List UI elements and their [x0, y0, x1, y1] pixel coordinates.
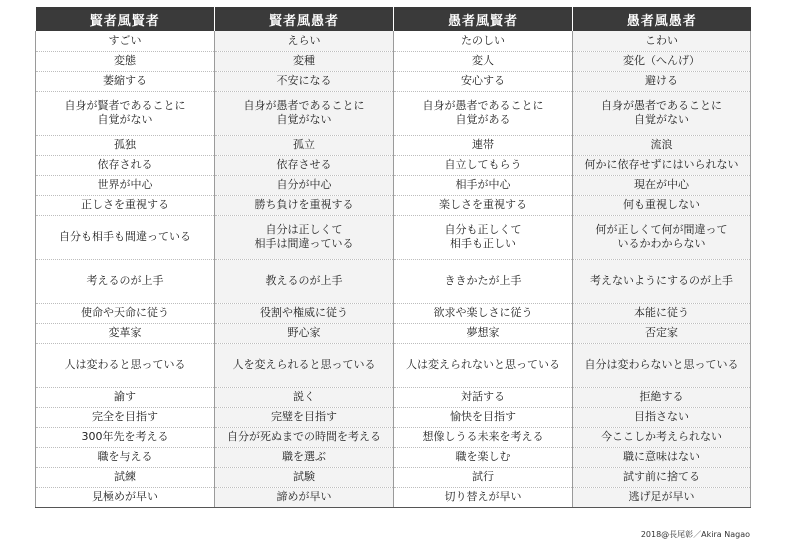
table-cell-fool-sage: ききかたが上手	[394, 259, 573, 303]
table-row	[36, 31, 751, 51]
table-cell-fool-sage: 相手が中心	[394, 175, 573, 195]
table-cell-fool-sage: 欲求や楽しさに従う	[394, 303, 573, 323]
table-cell-fool-fool: 目指さない	[573, 407, 751, 427]
table-cell-sage-sage: 使命や天命に従う	[36, 303, 215, 323]
table-cell-sage-fool: 自分が中心	[215, 175, 394, 195]
table-cell-sage-sage: 300年先を考える	[36, 427, 215, 447]
column-header-fool-sage: 愚者風賢者	[394, 7, 573, 31]
table-cell-fool-fool: 何も重視しない	[573, 195, 751, 215]
table-cell-fool-sage: 安心する	[394, 71, 573, 91]
table-cell-fool-sage: 愉快を目指す	[394, 407, 573, 427]
table-cell-fool-fool: 逃げ足が早い	[573, 487, 751, 507]
table-cell-fool-sage: 想像しうる未来を考える	[394, 427, 573, 447]
table-cell-fool-sage: 試行	[394, 467, 573, 487]
comparison-table	[35, 7, 751, 508]
table-cell-sage-fool: 勝ち負けを重視する	[215, 195, 394, 215]
table-row	[36, 343, 751, 387]
table-cell-sage-sage: 世界が中心	[36, 175, 215, 195]
table-row	[36, 407, 751, 427]
table-cell-sage-fool: 諦めが早い	[215, 487, 394, 507]
table-cell-sage-sage: 考えるのが上手	[36, 259, 215, 303]
table-cell-fool-sage: たのしい	[394, 31, 573, 51]
table-cell-fool-fool: 変化（へんげ）	[573, 51, 751, 71]
table-cell-sage-sage: すごい	[36, 31, 215, 51]
table-cell-fool-fool: 試す前に捨てる	[573, 467, 751, 487]
table-row	[36, 51, 751, 71]
table-cell-sage-sage: 人は変わると思っている	[36, 343, 215, 387]
table-cell-sage-sage: 見極めが早い	[36, 487, 215, 507]
table-row	[36, 387, 751, 407]
table-cell-sage-fool: 野心家	[215, 323, 394, 343]
table-cell-sage-sage: 自身が賢者であることに 自覚がない	[36, 91, 215, 135]
table-row	[36, 303, 751, 323]
table-cell-fool-fool: 何が正しくて何が間違って いるかわからない	[573, 215, 751, 259]
table-cell-sage-sage: 試練	[36, 467, 215, 487]
table-row	[36, 323, 751, 343]
table-cell-fool-sage: 職を楽しむ	[394, 447, 573, 467]
table-cell-sage-sage: 萎縮する	[36, 71, 215, 91]
table-cell-fool-fool: 現在が中心	[573, 175, 751, 195]
table-cell-sage-fool: 自分は正しくて 相手は間違っている	[215, 215, 394, 259]
table-cell-fool-sage: 楽しさを重視する	[394, 195, 573, 215]
table-cell-fool-sage: 切り替えが早い	[394, 487, 573, 507]
table-cell-fool-fool: 職に意味はない	[573, 447, 751, 467]
column-header-fool-fool: 愚者風愚者	[573, 7, 751, 31]
table-cell-sage-sage: 正しさを重視する	[36, 195, 215, 215]
table-cell-sage-fool: 説く	[215, 387, 394, 407]
table-cell-sage-sage: 孤独	[36, 135, 215, 155]
table-cell-sage-fool: 教えるのが上手	[215, 259, 394, 303]
table-row	[36, 487, 751, 507]
table-row	[36, 195, 751, 215]
table-cell-fool-fool: 自身が愚者であることに 自覚がない	[573, 91, 751, 135]
table-cell-fool-sage: 人は変えられないと思っている	[394, 343, 573, 387]
table-row	[36, 71, 751, 91]
table-cell-sage-sage: 完全を目指す	[36, 407, 215, 427]
table-row	[36, 135, 751, 155]
table-cell-fool-fool: 流浪	[573, 135, 751, 155]
table-cell-fool-sage: 変人	[394, 51, 573, 71]
table-cell-fool-sage: 自分も正しくて 相手も正しい	[394, 215, 573, 259]
table-body	[36, 31, 751, 507]
table-cell-fool-fool: 本能に従う	[573, 303, 751, 323]
table-cell-fool-sage: 連帯	[394, 135, 573, 155]
table-row	[36, 91, 751, 135]
table-cell-fool-fool: 拒絶する	[573, 387, 751, 407]
table-cell-fool-fool: 否定家	[573, 323, 751, 343]
table-row	[36, 215, 751, 259]
column-header-sage-fool: 賢者風愚者	[215, 7, 394, 31]
table-row	[36, 155, 751, 175]
table-cell-fool-sage: 自身が愚者であることに 自覚がある	[394, 91, 573, 135]
table-cell-sage-fool: 役割や権威に従う	[215, 303, 394, 323]
table-cell-sage-sage: 依存される	[36, 155, 215, 175]
table-cell-fool-fool: 今ここしか考えられない	[573, 427, 751, 447]
table-cell-sage-fool: 自分が死ぬまでの時間を考える	[215, 427, 394, 447]
table-cell-fool-fool: こわい	[573, 31, 751, 51]
table-cell-fool-sage: 夢想家	[394, 323, 573, 343]
table-cell-sage-fool: 依存させる	[215, 155, 394, 175]
table-row	[36, 175, 751, 195]
credit-text: 2018@長尾彰／Akira Nagao	[640, 530, 750, 539]
table-cell-fool-fool: 自分は変わらないと思っている	[573, 343, 751, 387]
table-cell-sage-fool: 職を選ぶ	[215, 447, 394, 467]
table-row	[36, 467, 751, 487]
column-header-sage-sage: 賢者風賢者	[36, 7, 215, 31]
table-cell-fool-sage: 自立してもらう	[394, 155, 573, 175]
table-cell-sage-sage: 変態	[36, 51, 215, 71]
table-cell-sage-fool: 変種	[215, 51, 394, 71]
table-cell-sage-sage: 諭す	[36, 387, 215, 407]
table-header	[36, 7, 751, 31]
table-cell-sage-fool: えらい	[215, 31, 394, 51]
table-cell-sage-fool: 孤立	[215, 135, 394, 155]
table-cell-sage-fool: 完璧を目指す	[215, 407, 394, 427]
table-row	[36, 427, 751, 447]
table-cell-sage-fool: 人を変えられると思っている	[215, 343, 394, 387]
table-cell-sage-sage: 自分も相手も間違っている	[36, 215, 215, 259]
table-cell-fool-fool: 考えないようにするのが上手	[573, 259, 751, 303]
table-cell-sage-fool: 自身が愚者であることに 自覚がない	[215, 91, 394, 135]
table-cell-sage-fool: 試験	[215, 467, 394, 487]
table-cell-fool-sage: 対話する	[394, 387, 573, 407]
table-row	[36, 259, 751, 303]
table-cell-fool-fool: 避ける	[573, 71, 751, 91]
table-row	[36, 447, 751, 467]
table-cell-sage-fool: 不安になる	[215, 71, 394, 91]
table-cell-sage-sage: 職を与える	[36, 447, 215, 467]
table-cell-sage-sage: 変革家	[36, 323, 215, 343]
header-row	[36, 7, 751, 31]
table-cell-fool-fool: 何かに依存せずにはいられない	[573, 155, 751, 175]
